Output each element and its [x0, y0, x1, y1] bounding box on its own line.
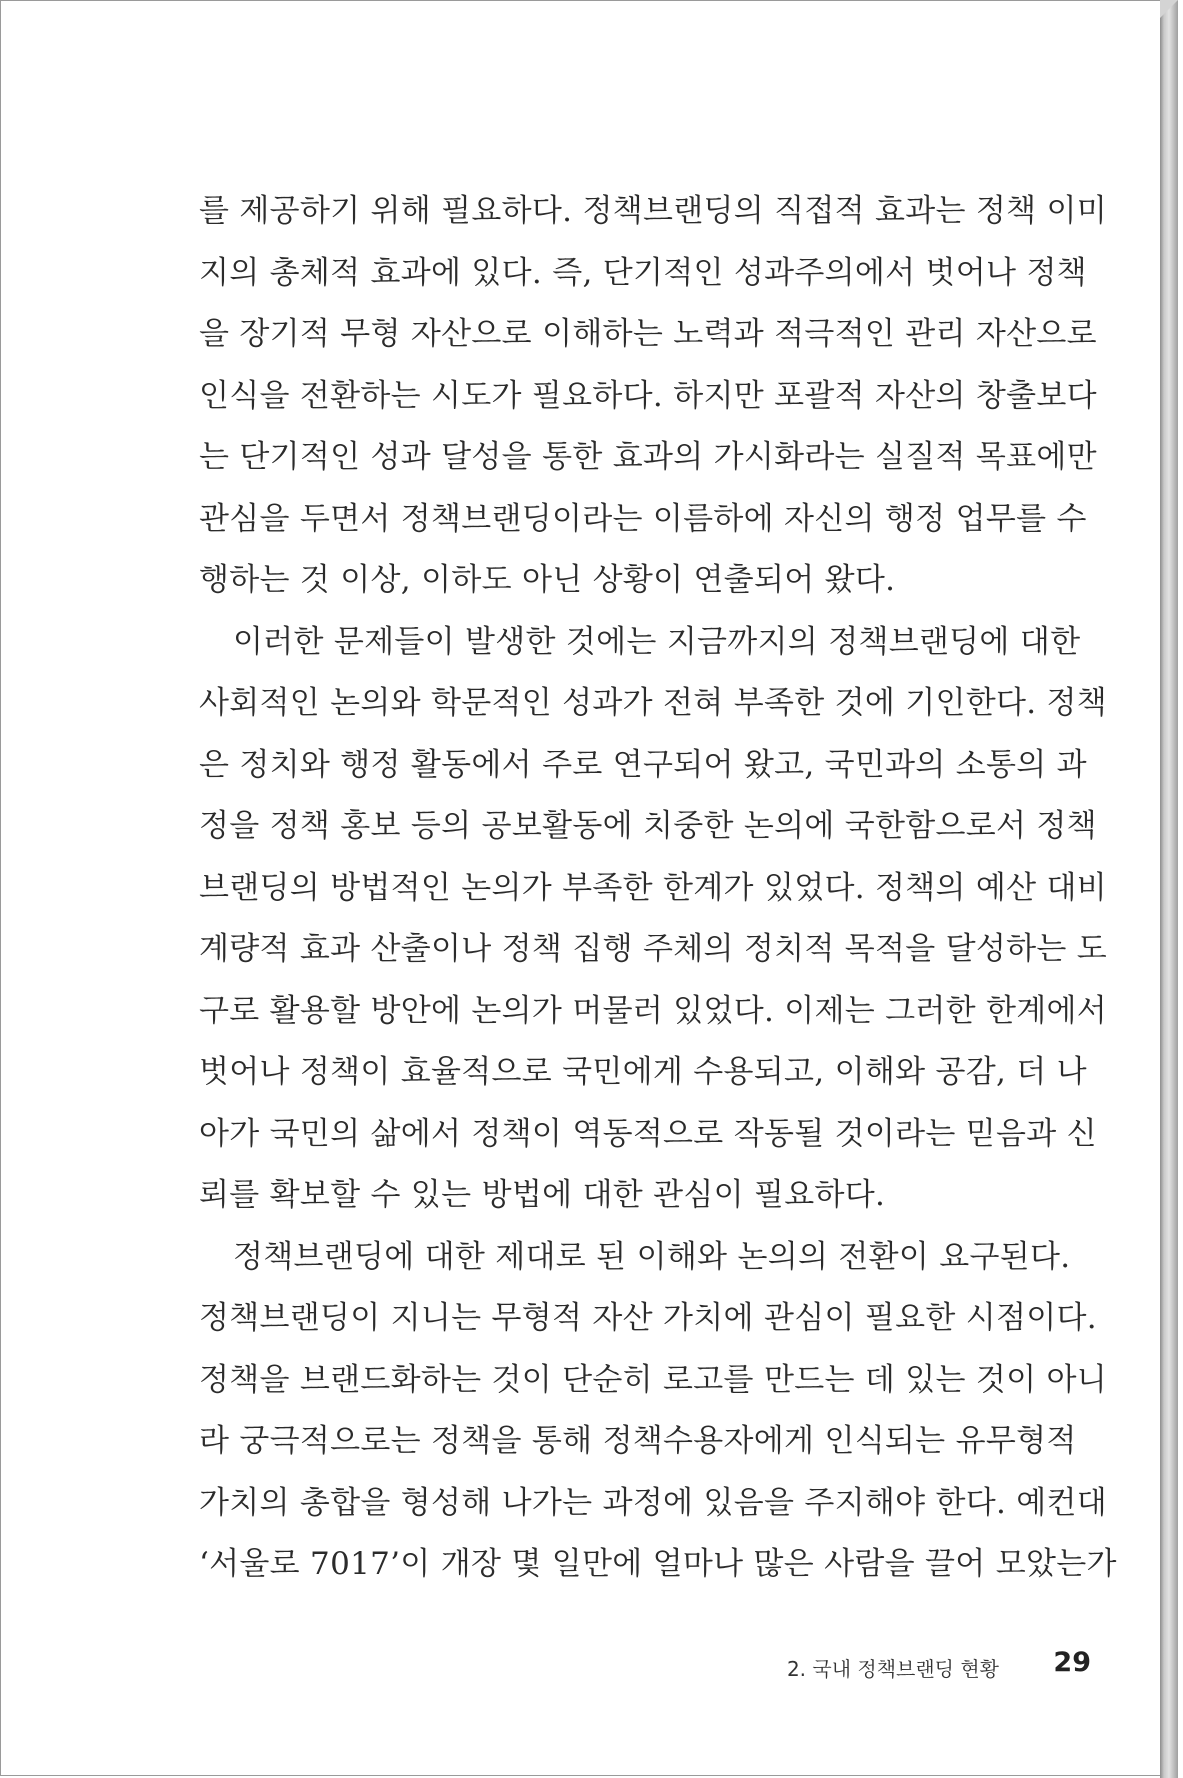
text-line: 정책브랜딩이 지니는 무형적 자산 가치에 관심이 필요한 시점이다. — [199, 1300, 1097, 1336]
text-line: 계량적 효과 산출이나 정책 집행 주체의 정치적 목적을 달성하는 도 — [199, 931, 1108, 967]
text-line: 지의 총체적 효과에 있다. 즉, 단기적인 성과주의에서 벗어나 정책 — [199, 254, 1087, 291]
text-line: 가치의 총합을 형성해 나가는 과정에 있음을 주지해야 한다. 예컨대 — [199, 1484, 1108, 1521]
text-line: 은 정치와 행정 활동에서 주로 연구되어 왔고, 국민과의 소통의 과 — [199, 746, 1087, 783]
text-line: 라 궁극적으로는 정책을 통해 정책수용자에게 인식되는 유무형적 — [199, 1423, 1077, 1459]
text-line: 을 장기적 무형 자산으로 이해하는 노력과 적극적인 관리 자산으로 — [199, 316, 1097, 352]
text-line: 관심을 두면서 정책브랜딩이라는 이름하에 자신의 행정 업무를 수 — [199, 500, 1087, 537]
text-line: ‘서울로 7017’이 개장 몇 일만에 얼마나 많은 사람을 끌어 모았는가 — [199, 1546, 1117, 1582]
text-line: 행하는 것 이상, 이하도 아닌 상황이 연출되어 왔다. — [199, 562, 896, 598]
text-line-paragraph-start: 이러한 문제들이 발생한 것에는 지금까지의 정책브랜딩에 대한 — [233, 623, 1081, 660]
text-line: 인식을 전환하는 시도가 필요하다. 하지만 포괄적 자산의 창출보다 — [199, 377, 1097, 414]
text-line: 를 제공하기 위해 필요하다. 정책브랜딩의 직접적 효과는 정책 이미 — [199, 193, 1108, 229]
page-corner-fold — [1160, 0, 1178, 18]
body-text — [199, 181, 1117, 1596]
text-line: 브랜딩의 방법적인 논의가 부족한 한계가 있었다. 정책의 예산 대비 — [199, 869, 1108, 906]
text-line: 정책을 브랜드화하는 것이 단순히 로고를 만드는 데 있는 것이 아니 — [199, 1361, 1108, 1398]
text-line: 구로 활용할 방안에 논의가 머물러 있었다. 이제는 그러한 한계에서 — [199, 992, 1108, 1029]
text-line: 뢰를 확보할 수 있는 방법에 대한 관심이 필요하다. — [199, 1177, 886, 1213]
page-number: 29 — [1053, 1647, 1091, 1678]
text-line: 사회적인 논의와 학문적인 성과가 전혀 부족한 것에 기인한다. 정책 — [199, 685, 1108, 721]
page-edge — [1160, 0, 1178, 1778]
page-footer — [781, 1645, 1091, 1685]
text-line: 정을 정책 홍보 등의 공보활동에 치중한 논의에 국한함으로서 정책 — [199, 808, 1097, 844]
text-line: 아가 국민의 삶에서 정책이 역동적으로 작동될 것이라는 믿음과 신 — [199, 1115, 1097, 1152]
text-line: 벗어나 정책이 효율적으로 국민에게 수용되고, 이해와 공감, 더 나 — [199, 1054, 1087, 1090]
text-line: 는 단기적인 성과 달성을 통한 효과의 가시화라는 실질적 목표에만 — [199, 439, 1097, 475]
text-line-paragraph-start: 정책브랜딩에 대한 제대로 된 이해와 논의의 전환이 요구된다. — [233, 1238, 1071, 1275]
running-head: 2. 국내 정책브랜딩 현황 — [786, 1657, 999, 1681]
